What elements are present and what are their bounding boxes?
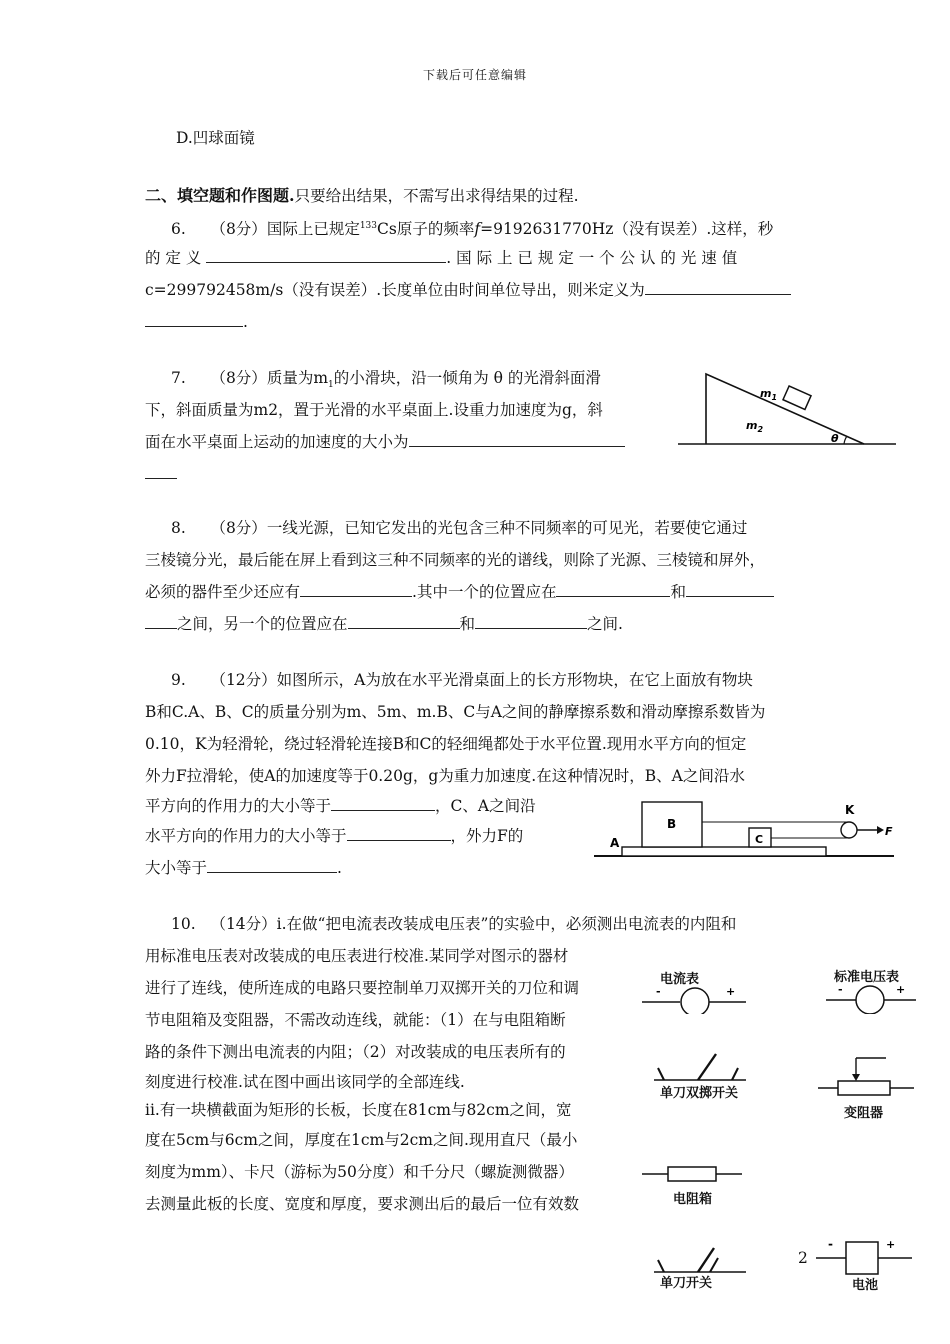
- q10-line8: 度在5cm与6cm之间，厚度在1cm与2cm之间.现用直尺（最小: [145, 1131, 578, 1149]
- q9-text: 平方向的作用力的大小等于: [145, 797, 332, 815]
- battery-minus: -: [828, 1237, 833, 1251]
- q8-line4: [145, 614, 623, 634]
- q10-line2: 用标准电压表对改装成的电压表进行校准.某同学对图示的器材: [145, 947, 569, 965]
- q6-line4: [145, 312, 248, 332]
- resistor-box-label: 电阻箱: [673, 1192, 713, 1207]
- section-heading: [145, 186, 579, 206]
- slider-block: [783, 386, 811, 409]
- q6-blank-2[interactable]: [645, 280, 791, 295]
- q7-sub: 1: [328, 380, 334, 391]
- q9-text: 如图所示，A为放在水平光滑桌面上的长方形物块，在它上面放有物块: [276, 671, 753, 689]
- q8-text: .其中一个的位置应在: [412, 583, 557, 601]
- q7-score: （8分）: [210, 369, 267, 387]
- spst-switch-label: 单刀开关: [660, 1276, 713, 1291]
- label-f: F: [885, 825, 893, 838]
- label-a: A: [610, 836, 620, 850]
- q9-score: （12分）: [210, 671, 277, 689]
- q6-blank-1[interactable]: [206, 248, 446, 263]
- page-number: 2: [798, 1249, 808, 1267]
- q6-score: （8分）: [210, 220, 267, 239]
- q8-blank-2[interactable]: [556, 582, 670, 597]
- spst-switch-symbol: [650, 1240, 750, 1276]
- q10-number: 10.: [171, 915, 196, 933]
- angle-arc: [844, 436, 847, 444]
- label-m2: $m_2$: [746, 419, 764, 434]
- option-d: D.凹球面镜: [176, 129, 255, 147]
- rheostat-label: 变阻器: [844, 1106, 884, 1121]
- voltmeter-minus: -: [838, 983, 843, 996]
- q6-line2: [145, 248, 737, 268]
- q8-text: 和: [670, 583, 686, 601]
- q10-line7: ii.有一块横截面为矩形的长板，长度在81cm与82cm之间，宽: [145, 1101, 572, 1119]
- q6-text: 国际上已规定: [266, 220, 360, 239]
- q10-line4: 节电阻箱及变阻器，不需改动连线，就能：（1）在与电阻箱断: [145, 1011, 566, 1029]
- q9-number: 9.: [171, 671, 186, 689]
- section-note: 只要给出结果，不需写出求得结果的过程.: [294, 187, 579, 205]
- q7-line3: [145, 432, 625, 452]
- q6-text: . 国 际 上 已 规 定 一 个 公 认 的 光 速 值: [446, 249, 738, 267]
- q6-isotope: 133: [359, 221, 378, 231]
- q10-score: （14分）: [210, 915, 277, 933]
- q6-text: =9192631770Hz（没有误差）.这样，秒: [480, 220, 774, 239]
- q8-blank-5[interactable]: [475, 614, 587, 629]
- q7-line2: 下，斜面质量为m2，置于光滑的水平桌面上.设重力加速度为g，斜: [145, 401, 603, 419]
- battery-label: 电池: [852, 1278, 879, 1293]
- q9-blank-2[interactable]: [347, 826, 451, 841]
- q9-text: ，C、A之间沿: [435, 797, 536, 815]
- q8-blank-3-cont[interactable]: [145, 614, 177, 629]
- q6-text: 的 定 义: [145, 249, 202, 267]
- q9-line3: 0.10，K为轻滑轮，绕过轻滑轮连接B和C的轻细绳都处于水平位置.现用水平方向的恒定: [145, 735, 747, 753]
- q9-line7: [145, 858, 342, 878]
- q7-text: 的小滑块，沿一倾角为 θ 的光滑斜面滑: [333, 369, 601, 387]
- q6-number: 6.: [171, 220, 186, 239]
- q8-blank-3[interactable]: [686, 582, 774, 597]
- q9-line4: 外力F拉滑轮，使A的加速度等于0.20g，g为重力加速度.在这种情况时，B、A之间沿水: [145, 767, 745, 785]
- q8-line2: 三棱镜分光，最后能在屏上看到这三种不同频率的光的谱线，则除了光源、三棱镜和屏外，: [145, 551, 766, 569]
- q7-text: 面在水平桌面上运动的加速度的大小为: [145, 433, 409, 451]
- ammeter-symbol: [640, 980, 748, 1014]
- q9-line2: B和C.A、B、C的质量分别为m、5m、m.B、C与A之间的静摩擦系数和滑动摩擦系数皆为: [145, 703, 766, 721]
- q9-line1: [171, 670, 753, 690]
- label-k: K: [845, 803, 855, 817]
- q9-text: ，外力F的: [450, 827, 524, 845]
- ammeter-plus: +: [726, 985, 736, 998]
- q10-line1: [171, 914, 736, 934]
- spdt-switch-symbol: [650, 1048, 750, 1084]
- q7-blank-cont[interactable]: [145, 464, 177, 479]
- voltmeter-plus: +: [896, 983, 906, 996]
- incline-wedge: [706, 374, 864, 444]
- q8-score: （8分）: [210, 519, 267, 537]
- q6-blank-2-cont[interactable]: [145, 312, 243, 327]
- blocks-figure: [594, 792, 900, 862]
- section-title: 二、填空题和作图题.: [145, 186, 295, 205]
- label-b: B: [667, 817, 677, 831]
- q7-blank[interactable]: [409, 432, 625, 447]
- q6-text: .: [243, 313, 248, 331]
- q6-text: Cs原子的频率: [377, 220, 475, 239]
- q8-line1: [171, 518, 747, 538]
- std-voltmeter-label: 标准电压表: [834, 970, 900, 985]
- q9-text: .: [337, 859, 342, 877]
- q10-text: i.在做“把电流表改装成电压表”的实验中，必须测出电流表的内阻和: [276, 915, 737, 933]
- q9-line6: [145, 826, 523, 846]
- q10-line9: 刻度为mm）、卡尺（游标为50分度）和千分尺（螺旋测微器）: [145, 1163, 574, 1181]
- ammeter-minus: -: [656, 985, 661, 998]
- q8-text: 必须的器件至少还应有: [145, 583, 301, 601]
- q8-text: 和: [459, 615, 476, 633]
- q8-blank-1[interactable]: [300, 582, 412, 597]
- q8-text: 之间，另一个的位置应在: [177, 615, 348, 633]
- q8-line3: [145, 582, 774, 602]
- q9-line5: [145, 796, 536, 816]
- q6-text: c=299792458m/s（没有误差）.长度单位由时间单位导出，则米定义为: [145, 281, 645, 299]
- q9-text: 大小等于: [145, 859, 208, 877]
- q7-line4: [145, 464, 177, 484]
- resistor-box-symbol: [640, 1162, 744, 1186]
- q8-blank-4[interactable]: [348, 614, 460, 629]
- block-a: [622, 847, 826, 856]
- q8-text: 之间.: [587, 615, 623, 633]
- rheostat-symbol: [816, 1052, 916, 1102]
- pulley-k: [841, 822, 857, 838]
- label-m1: $m_1$: [760, 387, 778, 402]
- incline-figure: [672, 362, 904, 454]
- q7-number: 7.: [171, 369, 186, 387]
- q7-line1: [171, 368, 601, 395]
- q10-line5: 路的条件下测出电流表的内阻；（2）对改装成的电压表所有的: [145, 1043, 566, 1061]
- force-arrowhead: [877, 826, 884, 834]
- q6-f-symbol: f: [474, 220, 481, 239]
- q9-blank-3[interactable]: [207, 858, 337, 873]
- q6-line1: [171, 216, 773, 239]
- ammeter-label: 电流表: [660, 972, 700, 987]
- battery-plus: +: [886, 1238, 896, 1251]
- std-voltmeter-symbol: [824, 980, 918, 1014]
- q6-line3: [145, 280, 791, 300]
- battery-symbol: [814, 1232, 916, 1278]
- spdt-switch-label: 单刀双掷开关: [660, 1086, 739, 1101]
- q9-blank-1[interactable]: [331, 796, 435, 811]
- label-theta: θ: [831, 432, 839, 445]
- q8-number: 8.: [171, 519, 186, 537]
- q10-line3: 进行了连线，使所连成的电路只要控制单刀双掷开关的刀位和调: [145, 979, 580, 997]
- q7-text: 质量为m: [266, 369, 329, 387]
- q9-text: 水平方向的作用力的大小等于: [145, 827, 347, 845]
- q8-text: 一线光源，已知它发出的光包含三种不同频率的可见光，若要使它通过: [266, 519, 748, 537]
- q10-line6: 刻度进行校准.试在图中画出该同学的全部连线.: [145, 1073, 465, 1091]
- page-header: 下载后可任意编辑: [422, 68, 527, 82]
- label-c: C: [755, 833, 764, 846]
- q10-line10: 去测量此板的长度、宽度和厚度，要求测出后的最后一位有效数: [145, 1195, 580, 1213]
